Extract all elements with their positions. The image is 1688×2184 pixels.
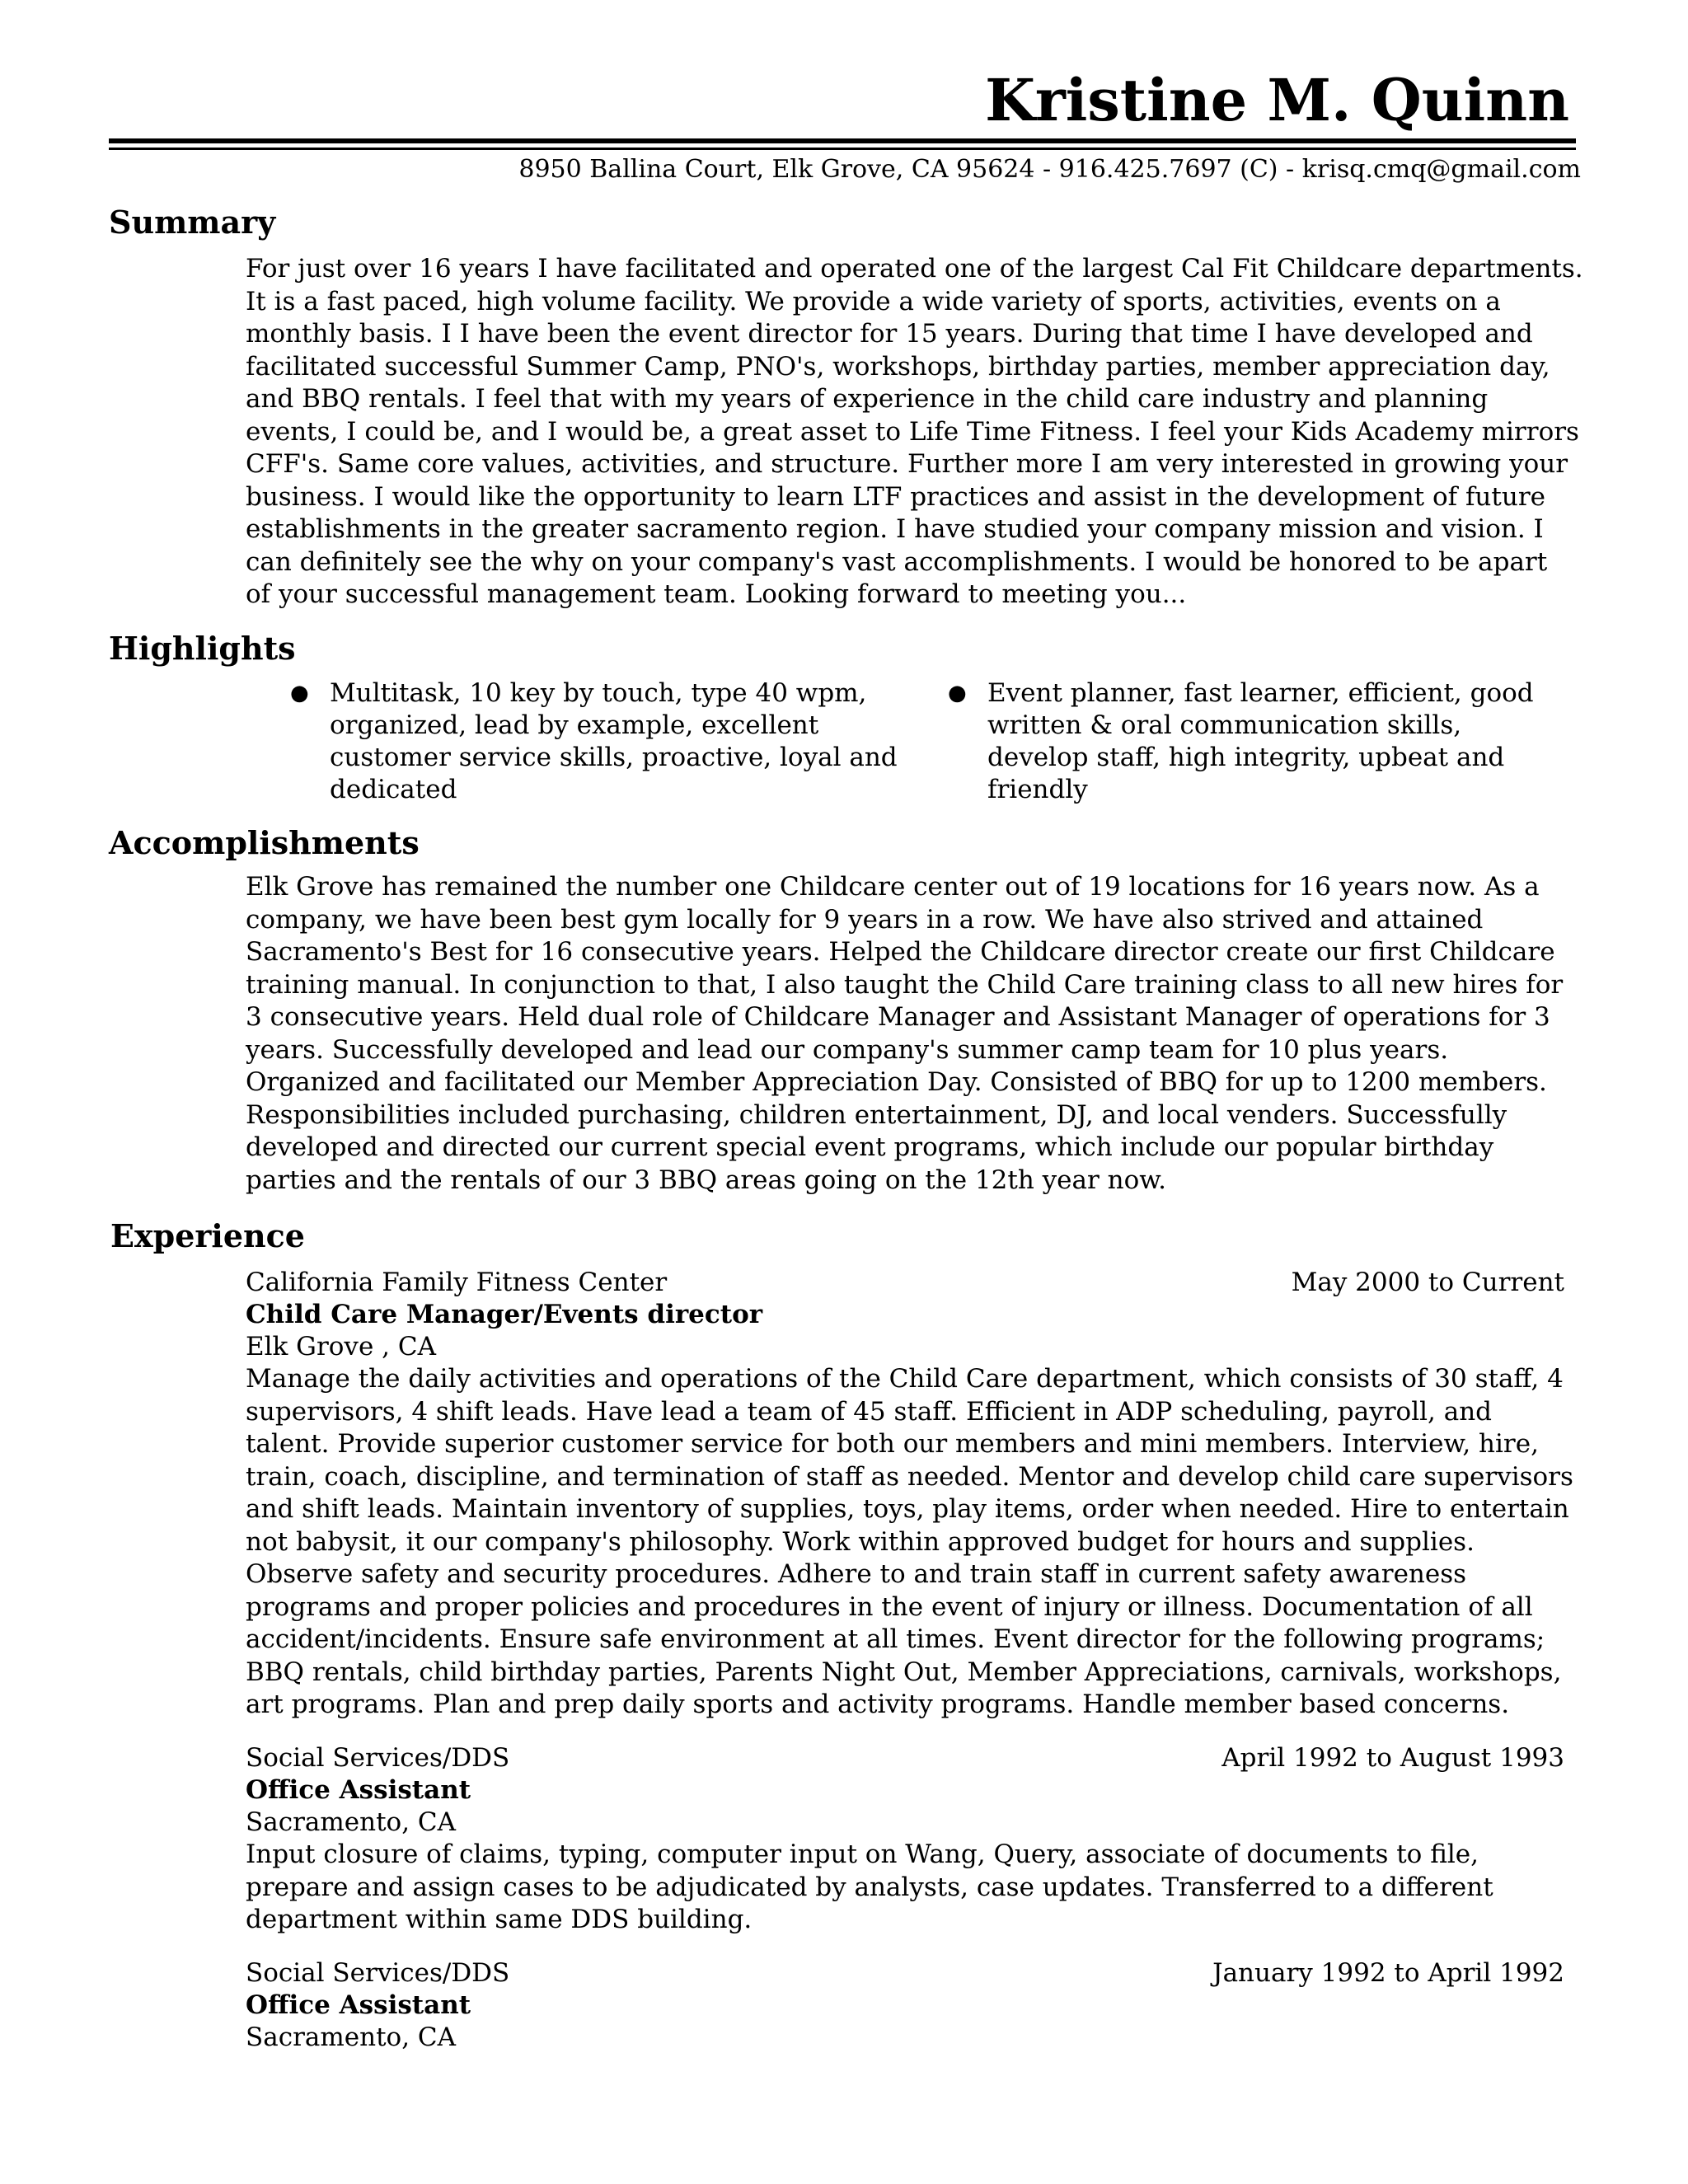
job-dates: January 1992 to April 1992 <box>1212 1958 1564 1988</box>
job-description-line: Input closure of claims, typing, computer input on Wang, Query, associate of documents to file, <box>246 1840 1479 1869</box>
summary-line: For just over 16 years I have facilitated and operated one of the largest Cal Fit Childcare departments. <box>246 254 1583 284</box>
highlight-line: Multitask, 10 key by touch, type 40 wpm, <box>330 678 867 708</box>
summary-body <box>246 253 1583 612</box>
job-description-line: train, coach, discipline, and termination of staff as needed. Mentor and develop child care supervisors <box>246 1461 1573 1492</box>
highlight-line: develop staff, high integrity, upbeat and <box>987 743 1505 772</box>
header-rule-thick <box>109 138 1576 143</box>
job-dates: April 1992 to August 1993 <box>1221 1743 1564 1773</box>
job-description-line: and shift leads. Maintain inventory of supplies, toys, play items, order when needed. Hire to entertain <box>246 1494 1569 1524</box>
header-rule-thin <box>109 148 1576 150</box>
summary-line: CFF's. Same core values, activities, and structure. Further more I am very interested in growing your <box>246 449 1568 479</box>
job-employer-row <box>246 1957 1564 1990</box>
job-dates: May 2000 to Current <box>1291 1268 1564 1297</box>
contact-info: 8950 Ballina Court, Elk Grove, CA 95624 - 916.425.7697 (C) - krisq.cmq@gmail.com <box>518 155 1581 184</box>
summary-line: establishments in the greater sacramento region. I have studied your company mission and vision. I <box>246 514 1544 544</box>
accomplishments-line: company, we have been best gym locally for 9 years in a row. We have also strived and attained <box>246 904 1484 935</box>
job-description-line: Observe safety and security procedures. Adhere to and train staff in current safety awareness <box>246 1559 1467 1589</box>
job-employer: California Family Fitness Center <box>246 1268 668 1297</box>
job-description-line: department within same DDS building. <box>246 1905 753 1934</box>
accomplishments-line: years. Successfully developed and lead our company's summer camp team for 10 plus years. <box>246 1034 1449 1065</box>
accomplishments-heading: Accomplishments <box>109 824 420 861</box>
highlight-line: friendly <box>987 775 1088 804</box>
accomplishments-line: developed and directed our current special event programs, which include our popular birthday <box>246 1132 1494 1162</box>
job-description-line: prepare and assign cases to be adjudicated by analysts, case updates. Transferred to a different <box>246 1872 1493 1902</box>
job-description-line: talent. Provide superior customer service for both our members and mini members. Interview, hire, <box>246 1429 1539 1459</box>
resume-name: Kristine M. Quinn <box>985 66 1569 134</box>
bullet-icon: ● <box>290 681 309 705</box>
summary-line: and BBQ rentals. I feel that with my years of experience in the child care industry and planning <box>246 384 1489 414</box>
job-title: Child Care Manager/Events director <box>246 1300 763 1329</box>
job-title: Office Assistant <box>246 1990 471 2020</box>
accomplishments-line: 3 consecutive years. Held dual role of Childcare Manager and Assistant Manager of operations for 3 <box>246 1002 1550 1032</box>
summary-line: facilitated successful Summer Camp, PNO's, workshops, birthday parties, member appreciation day, <box>246 351 1550 382</box>
job-location: Elk Grove , CA <box>246 1332 436 1361</box>
job-employer-row <box>246 1742 1564 1774</box>
job-description <box>246 1839 1564 1937</box>
job-employer-row <box>246 1267 1564 1299</box>
accomplishments-body <box>246 871 1564 1197</box>
job-employer: Social Services/DDS <box>246 1743 510 1773</box>
job-title: Office Assistant <box>246 1775 471 1805</box>
highlight-line: dedicated <box>330 775 457 804</box>
highlight-line: written & oral communication skills, <box>987 710 1462 740</box>
highlight-line: customer service skills, proactive, loyal and <box>330 743 898 772</box>
job-description-line: supervisors, 4 shift leads. Have lead a team of 45 staff. Efficient in ADP scheduling, payroll, and <box>246 1396 1493 1427</box>
job-description-line: accident/incidents. Ensure safe environment at all times. Event director for the following programs; <box>246 1624 1545 1654</box>
summary-heading: Summary <box>109 204 276 241</box>
job-location: Sacramento, CA <box>246 2022 457 2052</box>
accomplishments-line: training manual. In conjunction to that, I also taught the Child Care training class to all new hires for <box>246 969 1564 1000</box>
accomplishments-line: Organized and facilitated our Member Appreciation Day. Consisted of BBQ for up to 1200 members. <box>246 1067 1547 1097</box>
highlight-line: organized, lead by example, excellent <box>330 710 819 740</box>
accomplishments-line: parties and the rentals of our 3 BBQ areas going on the 12th year now. <box>246 1165 1166 1195</box>
job-description-line: BBQ rentals, child birthday parties, Parents Night Out, Member Appreciations, carnivals, workshops, <box>246 1657 1562 1687</box>
highlights-left-bullet <box>290 677 898 806</box>
summary-line: It is a fast paced, high volume facility. We provide a wide variety of sports, activities, events on a <box>246 286 1501 316</box>
highlights-right-bullet <box>948 677 1556 806</box>
job-description-line: programs and proper policies and procedures in the event of injury or illness. Documentation of all <box>246 1591 1533 1622</box>
highlight-line: Event planner, fast learner, efficient, good <box>987 678 1534 708</box>
summary-line: business. I would like the opportunity to learn LTF practices and assist in the development of future <box>246 481 1545 512</box>
accomplishments-line: Elk Grove has remained the number one Childcare center out of 19 locations for 16 years now. As a <box>246 872 1540 902</box>
job-employer: Social Services/DDS <box>246 1958 510 1988</box>
experience-heading: Experience <box>110 1217 305 1254</box>
accomplishments-line: Responsibilities included purchasing, children entertainment, DJ, and local venders. Successfully <box>246 1099 1507 1130</box>
summary-line: of your successful management team. Looking forward to meeting you... <box>246 579 1187 609</box>
accomplishments-line: Sacramento's Best for 16 consecutive years. Helped the Childcare director create our first Childcare <box>246 937 1555 967</box>
job-description-line: Manage the daily activities and operations of the Child Care department, which consists of 30 staff, 4 <box>246 1364 1564 1394</box>
job-description-line: art programs. Plan and prep daily sports and activity programs. Handle member based concerns. <box>246 1690 1510 1719</box>
summary-line: events, I could be, and I would be, a great asset to Life Time Fitness. I feel your Kids Academy mirrors <box>246 416 1579 447</box>
summary-line: can definitely see the why on your company's vast accomplishments. I would be honored to be apart <box>246 546 1548 577</box>
job-description <box>246 1363 1573 1722</box>
summary-line: monthly basis. I I have been the event director for 15 years. During that time I have developed and <box>246 319 1533 349</box>
job-location: Sacramento, CA <box>246 1807 457 1837</box>
job-description-line: not babysit, it our company's philosophy. Work within approved budget for hours and supplies. <box>246 1526 1475 1557</box>
highlights-heading: Highlights <box>109 630 296 667</box>
bullet-icon: ● <box>948 681 967 705</box>
